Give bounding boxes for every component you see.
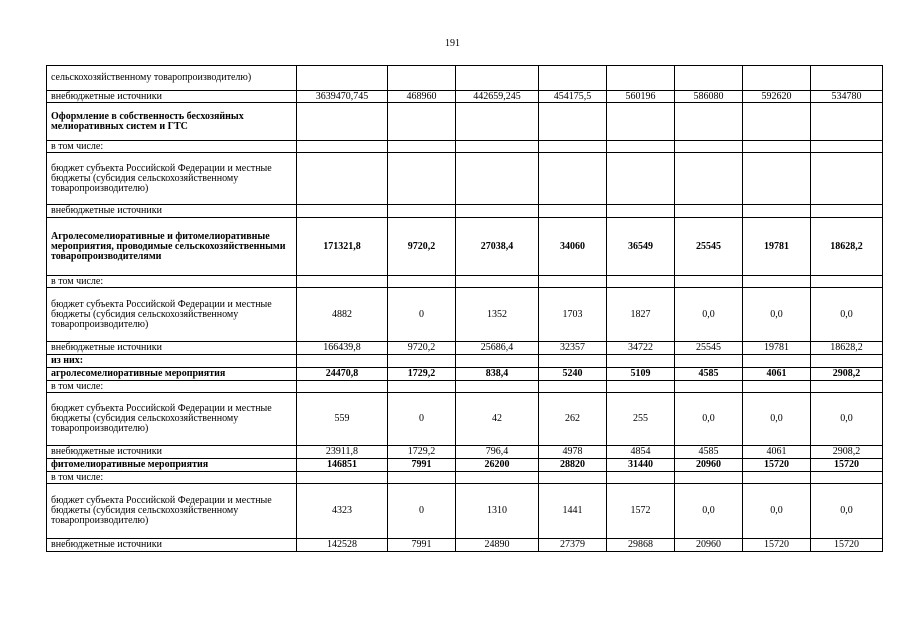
value-cell: 36549 (607, 218, 675, 276)
value-cell (811, 276, 883, 288)
value-cell: 24890 (456, 539, 539, 552)
row-label: агролесомелиоративные мероприятия (47, 368, 297, 381)
value-cell (607, 381, 675, 393)
row-label: бюджет субъекта Российской Федерации и местные бюджеты (субсидия сельскохозяйственному товаропроизводителю) (47, 484, 297, 539)
value-cell: 20960 (675, 539, 743, 552)
value-cell: 15720 (743, 539, 811, 552)
value-cell (811, 66, 883, 91)
value-cell: 0,0 (675, 484, 743, 539)
value-cell: 592620 (743, 91, 811, 103)
value-cell: 15720 (811, 539, 883, 552)
table-row (47, 446, 883, 459)
row-label: бюджет субъекта Российской Федерации и местные бюджеты (субсидия сельскохозяйственному товаропроизводителю) (47, 288, 297, 342)
value-cell: 15720 (743, 459, 811, 472)
value-cell: 7991 (388, 539, 456, 552)
value-cell: 4323 (297, 484, 388, 539)
row-label: сельскохозяйственному товаропроизводителю) (47, 66, 297, 91)
value-cell: 838,4 (456, 368, 539, 381)
value-cell: 2908,2 (811, 446, 883, 459)
value-cell (675, 153, 743, 205)
row-label: внебюджетные источники (47, 342, 297, 355)
row-label: фитомелиоративные мероприятия (47, 459, 297, 472)
row-label: из них: (47, 355, 297, 368)
value-cell: 1729,2 (388, 446, 456, 459)
table-row (47, 66, 883, 91)
row-label: внебюджетные источники (47, 91, 297, 103)
value-cell (388, 141, 456, 153)
value-cell: 34722 (607, 342, 675, 355)
value-cell (539, 355, 607, 368)
value-cell: 4061 (743, 368, 811, 381)
value-cell: 29868 (607, 539, 675, 552)
value-cell (388, 153, 456, 205)
value-cell (675, 103, 743, 141)
value-cell: 4585 (675, 368, 743, 381)
row-label: бюджет субъекта Российской Федерации и местные бюджеты (субсидия сельскохозяйственному товаропроизводителю) (47, 393, 297, 446)
value-cell: 0,0 (675, 393, 743, 446)
value-cell (811, 205, 883, 218)
value-cell: 1441 (539, 484, 607, 539)
value-cell (607, 103, 675, 141)
value-cell: 19781 (743, 342, 811, 355)
value-cell (675, 472, 743, 484)
value-cell: 559 (297, 393, 388, 446)
value-cell (743, 66, 811, 91)
value-cell (388, 355, 456, 368)
value-cell (297, 66, 388, 91)
value-cell (607, 153, 675, 205)
value-cell (743, 153, 811, 205)
table-row (47, 368, 883, 381)
value-cell: 1310 (456, 484, 539, 539)
value-cell (297, 381, 388, 393)
value-cell (388, 276, 456, 288)
value-cell (607, 66, 675, 91)
value-cell (297, 141, 388, 153)
value-cell: 1827 (607, 288, 675, 342)
value-cell: 25686,4 (456, 342, 539, 355)
value-cell (539, 205, 607, 218)
table-row (47, 103, 883, 141)
value-cell: 7991 (388, 459, 456, 472)
row-label: в том числе: (47, 472, 297, 484)
value-cell (607, 472, 675, 484)
value-cell (811, 355, 883, 368)
value-cell: 27379 (539, 539, 607, 552)
value-cell: 2908,2 (811, 368, 883, 381)
value-cell (607, 355, 675, 368)
value-cell: 171321,8 (297, 218, 388, 276)
table-row (47, 153, 883, 205)
value-cell (297, 153, 388, 205)
value-cell (539, 472, 607, 484)
value-cell (297, 103, 388, 141)
value-cell (388, 66, 456, 91)
value-cell (675, 66, 743, 91)
value-cell: 0,0 (811, 393, 883, 446)
value-cell (539, 141, 607, 153)
value-cell (811, 141, 883, 153)
value-cell (456, 276, 539, 288)
value-cell: 4882 (297, 288, 388, 342)
value-cell (456, 472, 539, 484)
value-cell (456, 153, 539, 205)
value-cell: 255 (607, 393, 675, 446)
value-cell: 0,0 (743, 288, 811, 342)
value-cell (811, 381, 883, 393)
value-cell (297, 472, 388, 484)
value-cell: 0,0 (811, 484, 883, 539)
table-row (47, 355, 883, 368)
value-cell: 3639470,745 (297, 91, 388, 103)
table-row (47, 539, 883, 552)
value-cell (743, 381, 811, 393)
value-cell: 18628,2 (811, 218, 883, 276)
value-cell (743, 355, 811, 368)
value-cell (811, 103, 883, 141)
value-cell: 4854 (607, 446, 675, 459)
value-cell: 20960 (675, 459, 743, 472)
value-cell: 28820 (539, 459, 607, 472)
value-cell (743, 205, 811, 218)
budget-table (46, 65, 883, 552)
value-cell (456, 205, 539, 218)
value-cell: 586080 (675, 91, 743, 103)
page-number: 191 (445, 38, 460, 49)
value-cell: 0 (388, 393, 456, 446)
value-cell: 15720 (811, 459, 883, 472)
value-cell (388, 103, 456, 141)
value-cell: 0,0 (811, 288, 883, 342)
table-row (47, 205, 883, 218)
value-cell: 442659,245 (456, 91, 539, 103)
table-row (47, 472, 883, 484)
table-row (47, 218, 883, 276)
value-cell (297, 276, 388, 288)
value-cell: 1729,2 (388, 368, 456, 381)
value-cell: 9720,2 (388, 218, 456, 276)
value-cell (811, 153, 883, 205)
row-label: внебюджетные источники (47, 205, 297, 218)
value-cell: 262 (539, 393, 607, 446)
table-row (47, 484, 883, 539)
row-label: внебюджетные источники (47, 446, 297, 459)
value-cell (607, 141, 675, 153)
value-cell (388, 381, 456, 393)
value-cell (297, 205, 388, 218)
value-cell: 23911,8 (297, 446, 388, 459)
value-cell: 1703 (539, 288, 607, 342)
value-cell (607, 205, 675, 218)
value-cell (811, 472, 883, 484)
value-cell (388, 472, 456, 484)
value-cell: 142528 (297, 539, 388, 552)
value-cell: 0 (388, 484, 456, 539)
row-label: внебюджетные источники (47, 539, 297, 552)
value-cell: 42 (456, 393, 539, 446)
table-row (47, 276, 883, 288)
value-cell (539, 276, 607, 288)
value-cell (539, 66, 607, 91)
value-cell (456, 141, 539, 153)
value-cell (539, 153, 607, 205)
table-body (47, 66, 883, 552)
table-row (47, 91, 883, 103)
table-row (47, 342, 883, 355)
value-cell (675, 205, 743, 218)
table-row (47, 288, 883, 342)
value-cell: 19781 (743, 218, 811, 276)
value-cell: 796,4 (456, 446, 539, 459)
value-cell: 34060 (539, 218, 607, 276)
row-label: в том числе: (47, 141, 297, 153)
value-cell: 468960 (388, 91, 456, 103)
value-cell (456, 103, 539, 141)
value-cell: 32357 (539, 342, 607, 355)
value-cell: 4978 (539, 446, 607, 459)
value-cell (456, 381, 539, 393)
value-cell: 0,0 (743, 484, 811, 539)
value-cell: 4585 (675, 446, 743, 459)
value-cell: 31440 (607, 459, 675, 472)
value-cell (456, 355, 539, 368)
value-cell (743, 276, 811, 288)
value-cell (675, 355, 743, 368)
value-cell: 25545 (675, 218, 743, 276)
value-cell: 1352 (456, 288, 539, 342)
row-label: в том числе: (47, 276, 297, 288)
value-cell: 26200 (456, 459, 539, 472)
row-label: в том числе: (47, 381, 297, 393)
value-cell (456, 66, 539, 91)
row-label: Оформление в собственность бесхозяйных мелиоративных систем и ГТС (47, 103, 297, 141)
value-cell: 0,0 (675, 288, 743, 342)
value-cell (539, 381, 607, 393)
value-cell: 1572 (607, 484, 675, 539)
value-cell (675, 141, 743, 153)
row-label: бюджет субъекта Российской Федерации и местные бюджеты (субсидия сельскохозяйственному товаропроизводителю) (47, 153, 297, 205)
value-cell (675, 381, 743, 393)
table-row (47, 459, 883, 472)
value-cell: 18628,2 (811, 342, 883, 355)
row-label: Агролесомелиоративные и фитомелиоративные мероприятия, проводимые сельскохозяйственными товаропроизводителями (47, 218, 297, 276)
value-cell: 146851 (297, 459, 388, 472)
value-cell (743, 141, 811, 153)
value-cell: 166439,8 (297, 342, 388, 355)
value-cell: 0,0 (743, 393, 811, 446)
table-row (47, 393, 883, 446)
value-cell: 0 (388, 288, 456, 342)
value-cell: 560196 (607, 91, 675, 103)
value-cell (539, 103, 607, 141)
value-cell: 4061 (743, 446, 811, 459)
value-cell: 9720,2 (388, 342, 456, 355)
value-cell (607, 276, 675, 288)
value-cell (675, 276, 743, 288)
value-cell: 24470,8 (297, 368, 388, 381)
value-cell: 25545 (675, 342, 743, 355)
table-row (47, 141, 883, 153)
value-cell (297, 355, 388, 368)
table-row (47, 381, 883, 393)
value-cell: 27038,4 (456, 218, 539, 276)
value-cell (743, 103, 811, 141)
value-cell: 454175,5 (539, 91, 607, 103)
value-cell: 534780 (811, 91, 883, 103)
value-cell (743, 472, 811, 484)
value-cell: 5240 (539, 368, 607, 381)
value-cell: 5109 (607, 368, 675, 381)
value-cell (388, 205, 456, 218)
